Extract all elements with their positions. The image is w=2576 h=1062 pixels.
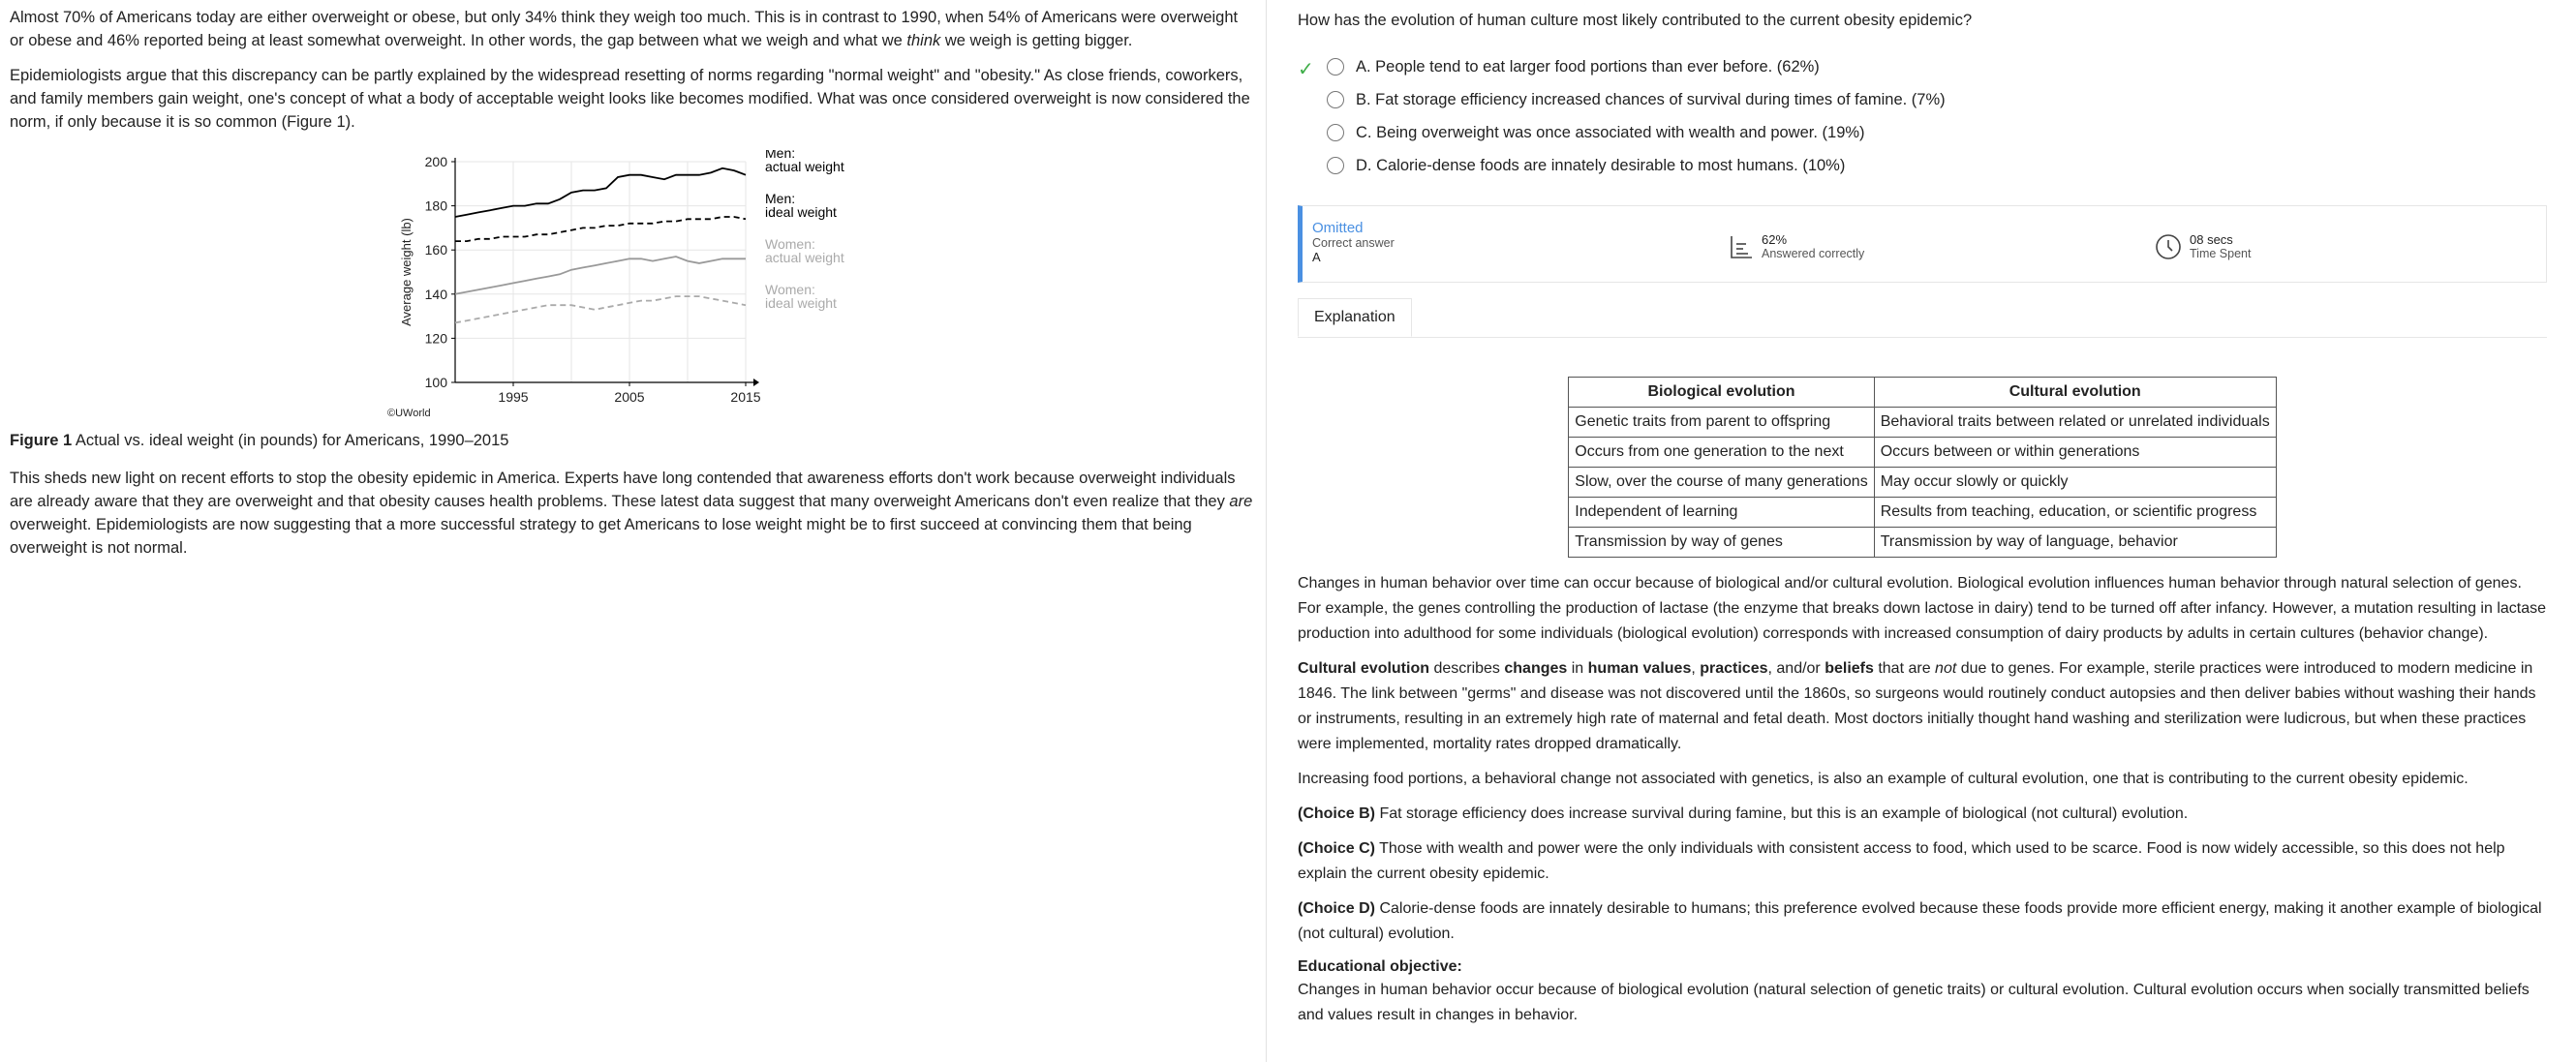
- weight-chart: [368, 150, 872, 421]
- stat-correct-answer: Omitted Correct answer A: [1312, 220, 1395, 264]
- table-row: Independent of learning Results from teaching, education, or scientific progress: [1569, 498, 2276, 528]
- answer-option-c[interactable]: C. Being overweight was once associated with wealth and power. (19%): [1298, 116, 2547, 149]
- stat-percent-correct: 62% Answered correctly: [1729, 233, 1864, 260]
- evolution-comparison-table: [1568, 377, 2276, 558]
- legend-label: actual weight: [765, 159, 844, 174]
- legend-label: ideal weight: [765, 204, 837, 220]
- explanation-paragraph: Cultural evolution describes changes in human values, practices, and/or beliefs that are not due to genes. For example, sterile practices were introduced to modern medicine in 1846. The link between "germs" and disease was not discovered until the 1860s, so surgeons would routinely conduct autopsies and then deliver babies without washing their hands or instruments, resulting in an extremely high rate of maternal and fetal death. Most doctors initially thought hand washing and sterilization were ludicrous, but when these practices were implemented, mortality rates dropped dramatically.: [1298, 660, 2536, 752]
- x-tick-label: 2005: [614, 389, 645, 405]
- educational-objective-text: Changes in human behavior occur because of biological evolution (natural selection of genetic traits) or cultural evolution. Cultural evolution occurs when socially transmitted beliefs and values result in changes in behavior.: [1298, 982, 2530, 1023]
- passage-panel: [0, 0, 1267, 1062]
- series-line: [455, 257, 746, 294]
- choice-c-explanation: (Choice C) Those with wealth and power were the only individuals with consistent access to food, which used to be scarce. Food is now widely accessible, so this does not help explain the current obesity epidemic.: [1298, 840, 2505, 882]
- passage-paragraph-1: Almost 70% of Americans today are either overweight or obese, but only 34% think they weigh too much. This is in contrast to 1990, when 54% of Americans were overweight or obese and 46% reported being at least somewhat overweight. In other words, the gap between what we weigh and what we think we weigh is getting bigger.: [10, 9, 1239, 49]
- explanation-paragraph: Changes in human behavior over time can occur because of biological and/or cultural evolution. Biological evolution influences human behavior through natural selection of genes. For example, the genes controlling the production of lactase (the enzyme that breaks down lactose in dairy) tend to be turned off after infancy. However, a mutation resulting in lactase production into adulthood for some individuals (biological evolution) corresponds with increased consumption of dairy products by adults in certain cultures (behavior change).: [1298, 575, 2547, 642]
- answer-option-d[interactable]: D. Calorie-dense foods are innately desirable to most humans. (10%): [1298, 149, 2547, 182]
- x-tick-label: 1995: [498, 389, 529, 405]
- legend-label: Women:: [765, 282, 815, 297]
- choice-b-explanation: (Choice B) Fat storage efficiency does increase survival during famine, but this is an example of biological (not cultural) evolution.: [1298, 805, 2189, 822]
- answer-options: [1298, 50, 2547, 182]
- explanation-body: [1298, 571, 2547, 1028]
- y-tick-label: 100: [424, 375, 447, 390]
- legend-label: ideal weight: [765, 295, 837, 311]
- answer-stats: [1298, 205, 2547, 283]
- table-header-row: Biological evolution Cultural evolution: [1569, 378, 2276, 408]
- clock-icon: [2155, 233, 2182, 260]
- legend-label: Women:: [765, 236, 815, 252]
- y-tick-label: 120: [424, 330, 447, 347]
- table-row: Transmission by way of genes Transmission by way of language, behavior: [1569, 528, 2276, 558]
- table-row: Genetic traits from parent to offspring Behavioral traits between related or unrelated individuals: [1569, 408, 2276, 438]
- radio-d[interactable]: [1327, 157, 1344, 174]
- question-stem: How has the evolution of human culture most likely contributed to the current obesity epidemic?: [1298, 12, 1973, 29]
- educational-objective-title: Educational objective:: [1298, 958, 1462, 975]
- legend-label: Men:: [765, 150, 796, 161]
- answer-option-b[interactable]: B. Fat storage efficiency increased chances of survival during times of famine. (7%): [1298, 83, 2547, 116]
- y-tick-label: 140: [424, 286, 447, 302]
- passage-paragraph-3: This sheds new light on recent efforts to stop the obesity epidemic in America. Experts have long contended that awareness efforts don't work because overweight individuals are already aware that they are overweight and that obesity causes health problems. These latest data suggest that many overweight Americans don't even realize that they are overweight. Epidemiologists are now suggesting that a more successful strategy to get Americans to lose weight might be to first succeed at convincing them that being overweight is not normal.: [10, 470, 1253, 557]
- check-icon: ✓: [1298, 59, 1314, 80]
- figure-caption: Figure 1 Actual vs. ideal weight (in pounds) for Americans, 1990–2015: [10, 432, 509, 449]
- x-tick-label: 2015: [730, 389, 761, 405]
- legend-label: Men:: [765, 191, 796, 206]
- question-panel: [1269, 0, 2576, 1062]
- legend-label: actual weight: [765, 250, 844, 265]
- y-tick-label: 180: [424, 197, 447, 214]
- y-tick-label: 200: [424, 154, 447, 169]
- y-tick-label: 160: [424, 242, 447, 258]
- radio-a[interactable]: [1327, 58, 1344, 76]
- explanation-paragraph: Increasing food portions, a behavioral change not associated with genetics, is also an example of cultural evolution, one that is contributing to the current obesity epidemic.: [1298, 771, 2469, 787]
- weight-chart-svg: [368, 150, 872, 421]
- series-line: [455, 296, 746, 322]
- x-axis-arrow: [753, 379, 759, 386]
- y-axis-label: Average weight (lb): [399, 218, 414, 326]
- radio-c[interactable]: [1327, 124, 1344, 141]
- tab-bar: [1298, 298, 2547, 338]
- choice-d-explanation: (Choice D) Calorie-dense foods are innately desirable to humans; this preference evolved because these foods provide more efficient energy, making it another example of biological (not cultural) evolution.: [1298, 900, 2542, 942]
- table-row: Slow, over the course of many generations May occur slowly or quickly: [1569, 468, 2276, 498]
- chart-copyright: ©UWorld: [387, 408, 431, 419]
- series-line: [455, 217, 746, 241]
- bar-chart-icon: [1729, 234, 1754, 259]
- series-line: [455, 168, 746, 217]
- radio-b[interactable]: [1327, 91, 1344, 108]
- tab-explanation[interactable]: Explanation: [1298, 298, 1412, 337]
- answer-option-a[interactable]: ✓ A. People tend to eat larger food portions than ever before. (62%): [1298, 57, 1820, 80]
- passage-paragraph-2: Epidemiologists argue that this discrepancy can be partly explained by the widespread resetting of norms regarding "normal weight" and "obesity." As close friends, coworkers, and family members gain weight, one's concept of what a body of acceptable weight looks like becomes modified. What was once considered overweight is now considered the norm, if only because it is so common (Figure 1).: [10, 67, 1250, 131]
- stat-time-spent: 08 secs Time Spent: [2155, 233, 2251, 260]
- table-row: Occurs from one generation to the next Occurs between or within generations: [1569, 438, 2276, 468]
